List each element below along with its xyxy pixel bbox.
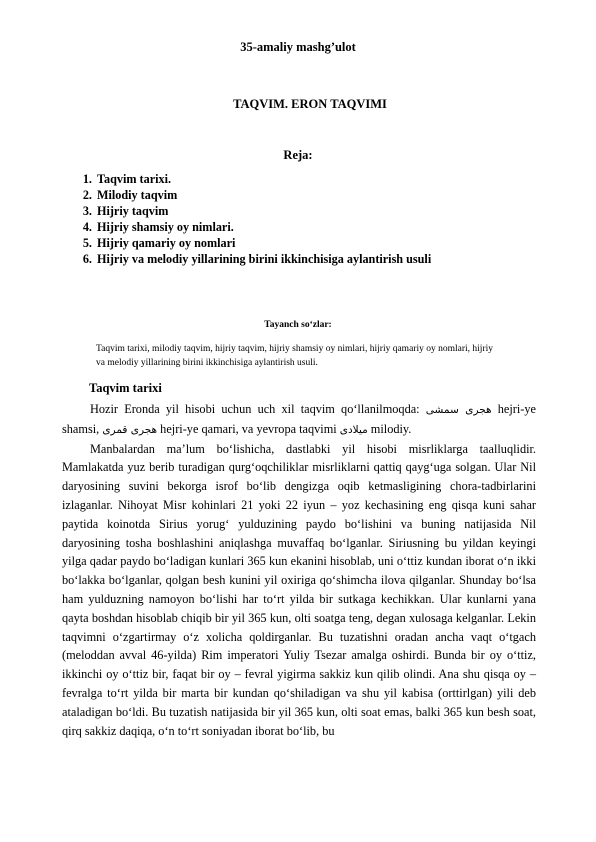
paragraph-text: milodiy. xyxy=(367,421,412,436)
paragraph-text: hejri-ye qamari, va yevropa taqvimi xyxy=(157,421,340,436)
persian-term: هجری قمری xyxy=(102,423,158,436)
plan-item: 6. Hijriy va melodiy yillarining birini ikkinchisiga aylantirish usuli xyxy=(95,251,575,267)
paragraph: Manbalardan ma’lum bo‘lishicha, dastlabki yil hisobi misrliklarga taalluqlidir. Mamlakatda yuz berib turadigan qurg‘oqchiliklar misrliklarni qattiq qayg‘uga solgan. Ular Nil daryosining suvini bekorga isrof bo‘lib dengizga oqib ketmasligining chora-tadbirlarini izlaganlar. Nihoyat Misr kohinlari 21 yoki 22 iyun – yoz kechasining eng qisqa kuni sahar paytida koinotda Sirius yorug‘ yulduzining paydo bo‘lishini va buning natijasida Nil daryosining tosha boshlashini aniqlashga muvaffaq bo‘lganlar. Siriusning bu yildan keyingi yilga qadar paydo bo‘ladigan kunlari 365 kun ekanini hisoblab, uni o‘ttiz kundan iborat o‘n ikki bo‘lakka bo‘lganlar, qolgan besh kunini yil oxiriga qo‘shimcha ilova qilganlar. Shunday bo‘lsa ham yulduzning namoyon bo‘lishi har to‘rt yilda bir sutkaga kechikkan. Ular kunlarni yana qayta boshdan hisoblab chiqib bir yil 365 kun, olti soatga teng, degan xulosaga kelganlar. Lekin taqvimni o‘zgartirmay o‘z xolicha qoldirganlar. Bu tuzatishni oradan ancha vaqt o‘tgach (meloddan avval 46-yilda) Rim imperatori Yuliy Tsezar amalga oshirdi. Bunda bir oy o‘ttiz, ikkinchi oy o‘ttiz bir, faqat bir oy – fevral yigirma sakkiz kun qilib olindi. Ana shu qisqa oy – fevralga to‘rt yilda bir marta bir kundan qo‘shiladigan va shu yil kabisa (orttirlgan) yili deb ataladigan bo‘ldi. Bu tuzatish natijasida bir yil 365 kun, olti soat emas, balki 365 kun besh soat, qirq sakkiz daqiqa, o‘n to‘rt soniyadan iborat bo‘lib, bu xyxy=(62,441,536,738)
plan-item: 2. Milodiy taqvim xyxy=(95,187,575,203)
paragraph xyxy=(62,400,536,440)
body-text xyxy=(62,400,536,740)
section-title: Taqvim tarixi xyxy=(89,381,162,395)
plan-list xyxy=(67,171,575,267)
topic-title: TAQVIM. ERON TAQVIMI xyxy=(233,97,387,111)
paragraph-text: hejri-ye shamsi, xyxy=(62,402,537,436)
keywords-text: Taqvim tarixi, milodiy taqvim, hijriy taqvim, hijriy shamsiy oy nimlari, hijriy qamariy oy nomlari, hijriy va melodiy yillarining birini ikkinchisiga aylantirish usuli. xyxy=(96,344,493,368)
plan-item: 1. Taqvim tarixi. xyxy=(95,171,575,187)
plan-heading: Reja: xyxy=(283,148,313,162)
paragraph-text: Hozir Eronda yil hisobi uchun uch xil taqvim qo‘llanilmoqda: xyxy=(90,402,426,416)
plan-item: 3. Hijriy taqvim xyxy=(95,203,575,219)
plan-item: 5. Hijriy qamariy oy nomlari xyxy=(95,235,575,251)
persian-term: هجری سمشی xyxy=(425,404,492,416)
exercise-title: 35-amaliy mashg’ulot xyxy=(240,40,356,54)
plan-item: 4. Hijriy shamsiy oy nimlari. xyxy=(95,219,575,235)
persian-term: میلادی xyxy=(339,423,368,436)
keywords-heading: Tayanch so‘zlar: xyxy=(264,320,332,330)
